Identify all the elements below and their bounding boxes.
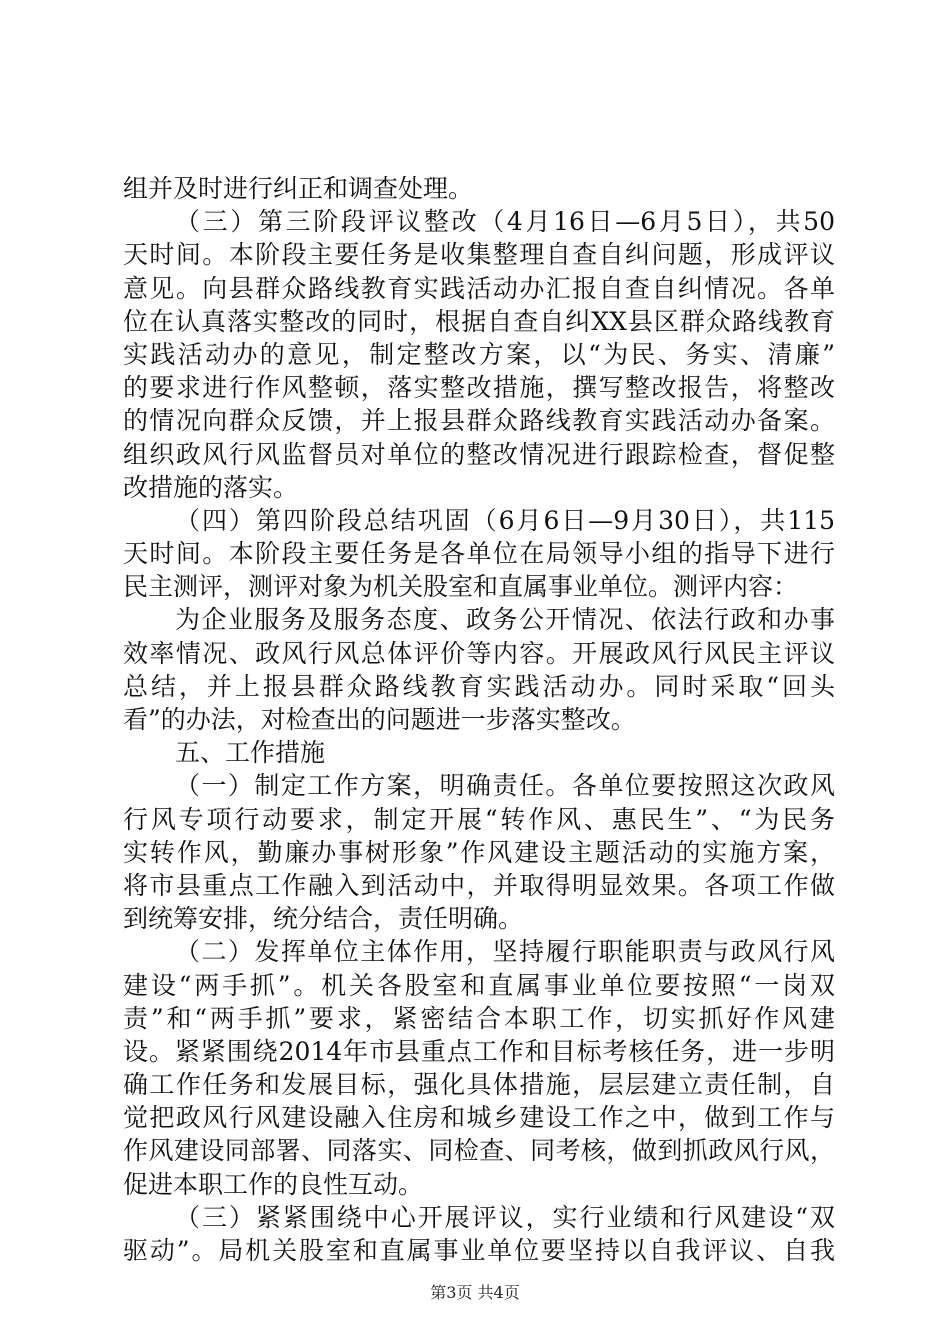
text-line: 建设“两手抓”。机关各股室和直属事业单位要按照“一岗双 <box>123 970 835 1000</box>
text-line: 实转作风，勤廉办事树形象”作风建设主题活动的实施方案， <box>123 837 835 867</box>
text-line: 天时间。本阶段主要任务是各单位在局领导小组的指导下进行 <box>123 539 835 569</box>
text-line: 组织政风行风监督员对单位的整改情况进行跟踪检查，督促整 <box>123 439 835 469</box>
text-line: （四）第四阶段总结巩固（6月6日—9月30日），共115 <box>175 505 835 535</box>
text-line: 实践活动办的意见，制定整改方案，以“为民、务实、清廉” <box>123 339 835 369</box>
text-line: 为企业服务及服务态度、政务公开情况、依法行政和办事 <box>175 605 835 635</box>
page-footer: 第3页 共4页 <box>430 1283 520 1302</box>
text-line: （二）发挥单位主体作用，坚持履行职能职责与政风行风 <box>175 937 835 967</box>
text-line: 的要求进行作风整顿，落实整改措施，撰写整改报告，将整改 <box>123 373 835 403</box>
text-line: 组并及时进行纠正和调查处理。 <box>123 174 474 203</box>
text-line: 民主测评，测评对象为机关股室和直属事业单位。测评内容： <box>123 572 799 602</box>
text-line: 作风建设同部署、同落实、同检查、同考核，做到抓政风行风， <box>123 1136 835 1166</box>
text-line: 行风专项行动要求，制定开展“转作风、惠民生”、“为民务 <box>123 804 835 834</box>
text-line: （一）制定工作方案，明确责任。各单位要按照这次政风 <box>175 771 835 801</box>
text-line: 驱动”。局机关股室和直属事业单位要坚持以自我评议、自我 <box>123 1236 835 1265</box>
text-line: 将市县重点工作融入到活动中，并取得明显效果。各项工作做 <box>123 870 835 900</box>
text-line: 位在认真落实整改的同时，根据自查自纠XX县区群众路线教育 <box>123 306 835 336</box>
document-body <box>123 172 835 1267</box>
text-line: 到统筹安排，统分结合，责任明确。 <box>123 904 524 934</box>
text-line: 设。紧紧围绕2014年市县重点工作和目标考核任务，进一步明 <box>123 1036 835 1066</box>
text-line: 责”和“两手抓”要求，紧密结合本职工作，切实抓好作风建 <box>123 1003 835 1033</box>
text-line: 总结，并上报县群众路线教育实践活动办。同时采取“回头 <box>123 671 835 701</box>
text-line: 促进本职工作的良性互动。 <box>123 1169 424 1199</box>
text-line: 确工作任务和发展目标，强化具体措施，层层建立责任制，自 <box>123 1070 835 1100</box>
text-line: 五、工作措施 <box>175 738 326 768</box>
text-line: 的情况向群众反馈，并上报县群众路线教育实践活动办备案。 <box>123 406 835 436</box>
text-line: （三）第三阶段评议整改（4月16日—6月5日），共50 <box>175 207 835 237</box>
text-line: 效率情况、政风行风总体评价等内容。开展政风行风民主评议 <box>123 638 835 668</box>
text-line: （三）紧紧围绕中心开展评议，实行业绩和行风建设“双 <box>175 1202 835 1232</box>
text-line: 觉把政风行风建设融入住房和城乡建设工作之中，做到工作与 <box>123 1103 835 1133</box>
text-line: 天时间。本阶段主要任务是收集整理自查自纠问题，形成评议 <box>123 240 835 270</box>
text-line: 看”的办法，对检查出的问题进一步落实整改。 <box>123 705 636 734</box>
text-line: 改措施的落实。 <box>123 472 299 502</box>
text-line: 意见。向县群众路线教育实践活动办汇报自查自纠情况。各单 <box>123 273 835 303</box>
